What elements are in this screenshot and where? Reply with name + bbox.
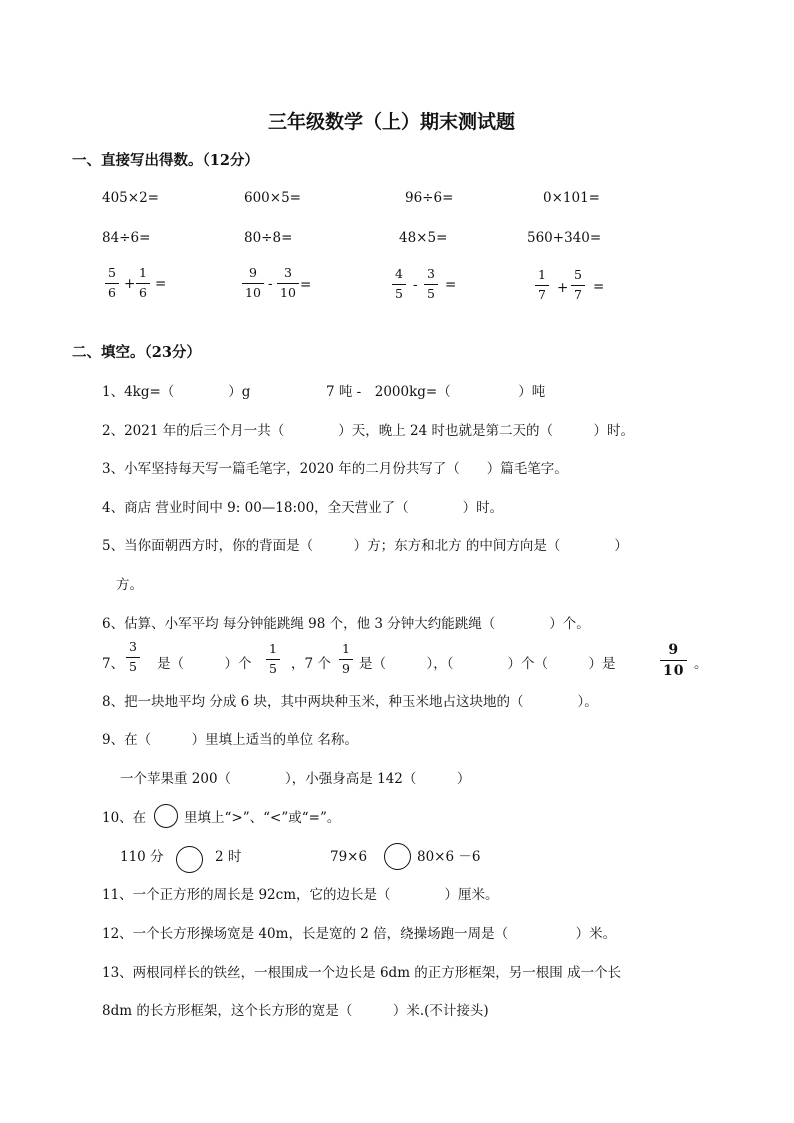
calc-2-3: 48×5=: [399, 230, 448, 246]
compare-circle-icon[interactable]: [176, 846, 203, 873]
fraction: 3 5: [126, 641, 140, 673]
compare-left-1: 110 分: [120, 849, 164, 865]
section1-heading: 一、直接写出得数。（12分）: [72, 152, 259, 169]
question-1a: 1、4kg=（ ）g: [102, 384, 251, 400]
fraction: 9 10: [660, 643, 687, 678]
calc-2-4: 560+340=: [527, 230, 602, 246]
page-title: 三年级数学（上）期末测试题: [268, 111, 516, 133]
operator: -: [268, 276, 273, 292]
operator: +: [124, 276, 136, 292]
calc-1-3: 96÷6=: [405, 190, 454, 206]
compare-left-2: 79×6: [330, 849, 368, 865]
question-4: 4、商店 营业时间中 9: 00—18:00，全天营业了（ ）时。: [102, 500, 504, 516]
calc-1-1: 405×2=: [102, 190, 159, 206]
fraction: 9 10: [242, 267, 264, 299]
question-11: 11、一个正方形的周长是 92cm，它的边长是（ ）厘米。: [102, 887, 499, 903]
question-10-prefix: 10、在: [102, 810, 147, 826]
operator: -: [413, 277, 418, 293]
section2-heading: 二、填空。（23分）: [72, 344, 201, 361]
calc-1-4: 0×101=: [543, 190, 600, 206]
fraction: 3 10: [277, 267, 299, 299]
fraction: 1 5: [266, 643, 280, 675]
question-8: 8、把一块地平均 分成 6 块，其中两块种玉米，种玉米地占这块地的（ ）。: [102, 694, 598, 710]
question-7-prefix: 7、: [102, 656, 125, 672]
equals: =: [300, 277, 312, 293]
compare-right-2: 80×6 －6: [417, 849, 481, 865]
fraction: 1 7: [535, 269, 549, 301]
fraction: 1 6: [136, 267, 150, 299]
question-1b: 7 吨 - 2000kg=（ ）吨: [326, 384, 546, 400]
fraction: 3 5: [424, 268, 438, 300]
question-13b: 8dm 的长方形框架，这个长方形的宽是（ ）米.(不计接头): [102, 1003, 489, 1019]
fraction: 5 7: [571, 269, 585, 301]
question-9a: 9、在（ ）里填上适当的单位 名称。: [102, 732, 358, 748]
question-12: 12、一个长方形操场宽是 40m，长是宽的 2 倍，绕操场跑一周是（ ）米。: [102, 926, 617, 942]
question-7-text-3: 是（ ），（ ）个（ ）是: [359, 656, 616, 672]
question-3: 3、小军坚持每天写一篇毛笔字，2020 年的二月份共写了（ ）篇毛笔字。: [102, 461, 568, 477]
question-2: 2、2021 年的后三个月一共（ ）天，晚上 24 时也就是第二天的（ ）时。: [102, 423, 634, 439]
question-13a: 13、两根同样长的铁丝，一根围成一个边长是 6dm 的正方形框架，另一根围 成一个长: [102, 965, 622, 981]
question-7-text-1: 是（ ）个: [157, 656, 252, 672]
calc-1-2: 600×5=: [244, 190, 301, 206]
compare-circle-icon[interactable]: [384, 843, 411, 870]
question-10-instruction: 里填上“>”、“<”或“=”。: [184, 810, 341, 826]
question-7-text-4: 。: [694, 656, 708, 672]
compare-right-1: 2 时: [215, 849, 242, 865]
operator: +: [557, 280, 569, 296]
question-5b: 方。: [116, 577, 143, 593]
equals: =: [445, 277, 457, 293]
question-9b: 一个苹果重 200（ ），小强身高是 142（ ）: [120, 771, 471, 787]
fraction: 5 6: [105, 267, 119, 299]
equals: =: [593, 279, 605, 295]
calc-2-2: 80÷8=: [244, 230, 293, 246]
question-7-text-2: ，7 个: [291, 656, 331, 672]
question-5a: 5、当你面朝西方时，你的背面是（ ）方；东方和北方 的中间方向是（ ）: [102, 538, 628, 554]
fraction: 1 9: [339, 643, 353, 675]
compare-circle-icon: [154, 804, 178, 828]
question-6: 6、估算、小军平均 每分钟能跳绳 98 个，他 3 分钟大约能跳绳（ ）个。: [102, 616, 590, 632]
fraction: 4 5: [392, 268, 406, 300]
calc-2-1: 84÷6=: [102, 230, 151, 246]
equals: =: [155, 276, 167, 292]
